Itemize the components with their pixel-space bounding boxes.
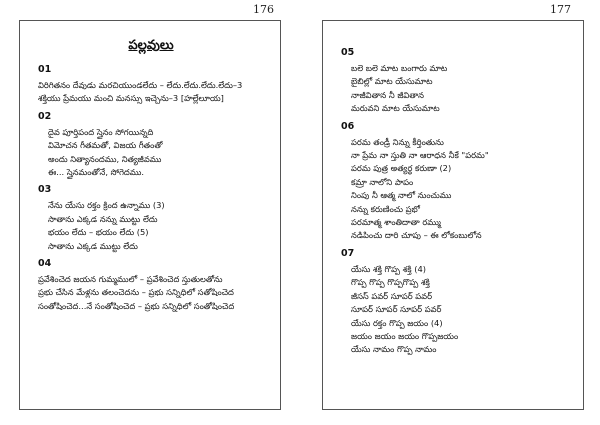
- lyric-line: పరమాత్మ శాంతిదాతా రమ్ము: [351, 217, 441, 228]
- section-number: 03: [38, 184, 52, 196]
- lyric-line: బైబిల్లో మాట యేసుమాట: [351, 76, 433, 87]
- lyric-line: సూపర్ సూపర్ సూపర్ పవర్: [351, 304, 442, 315]
- lyric-line: బలె బలె మాట బంగారు మాట: [351, 63, 448, 73]
- lyric-line: సంతోషించెద...నే సంతోషించెద – ప్రభు సన్నిధిలో సంతోషించెద: [38, 300, 235, 311]
- song-section: [341, 247, 583, 357]
- section-number: 04: [38, 258, 52, 270]
- lyric-line: విరిగితనం దేవుడు మరచియుండలేదు – లేదు.లేదు.లేదు.లేదు–3: [38, 80, 243, 90]
- lyric-line: ఈ... స్తైనమంతోనే, సోగెదము.: [48, 167, 145, 178]
- section-number: 01: [38, 64, 52, 75]
- lyric-line: నింపు నీ ఆత్మ నాలో నుంచుము: [351, 190, 452, 201]
- lyric-line: విమోచన గీతమతో, విజయ గీతంతో: [48, 140, 163, 151]
- section-number: 06: [341, 120, 355, 132]
- page-title: పల్లవులు: [128, 38, 174, 53]
- left-page: [19, 20, 281, 410]
- song-section: [341, 120, 583, 243]
- lyric-line: అందు నిత్యానందము, నిత్యజీవము: [48, 153, 162, 164]
- lyric-line: పరమ పుత్ర అత్యర్థ కరుణా (2): [351, 163, 452, 174]
- lyric-line: జయం జయం జయం గొప్పజయం: [351, 330, 459, 341]
- right-page: [322, 20, 584, 410]
- song-section: [38, 110, 280, 180]
- lyric-line: శక్తియు ప్రేమయు మంచి మనస్సు ఇచ్చెను–3 [హల్లేలూయ]: [38, 93, 224, 104]
- lyric-line: మరువని మాట యేసుమాట: [351, 103, 440, 114]
- lyric-line: నన్ను కరుణించు ప్రభో: [351, 203, 420, 214]
- left-page-number: 176: [253, 3, 274, 16]
- song-section: [38, 63, 280, 106]
- lyric-line: ప్రవేశించెద జయన గుమ్మములో – ప్రవేశించెద స్తుతులతోను: [38, 274, 223, 285]
- lyric-line: యేసు నామం గొప్ప నామం: [351, 344, 437, 355]
- song-section: [38, 183, 280, 253]
- section-number: 07: [341, 247, 355, 259]
- lyric-line: నాజీవితాన నీ జీవితాన: [351, 89, 424, 100]
- lyric-line: నేను యేసు రక్తం క్రింద ఉన్నాము (3): [48, 200, 165, 211]
- lyric-line: యేసు శక్తి గొప్ప శక్తి (4): [351, 263, 426, 274]
- lyric-line: జీసస్ పవర్ సూపర్ పవర్: [351, 290, 432, 301]
- right-page-number: 177: [550, 3, 571, 16]
- lyric-line: కమ్రా నాలోని పాపం: [351, 176, 414, 187]
- lyric-line: దైవ పూర్తిపంద స్తైనం సోగయిన్నది: [48, 126, 154, 137]
- lyric-line: నా ప్రేమ నా స్తుతి నా ఆరాధన నీకే "పరమ": [351, 150, 489, 161]
- lyric-line: భయం లేదు – భయం లేదు (5): [48, 227, 149, 238]
- lyric-line: యేసు రక్తం గొప్ప జయం (4): [351, 317, 443, 328]
- song-section: [341, 46, 583, 116]
- lyric-line: ప్రభు చేసిన మేళ్లను తలంచెదను – ప్రభు సన్నిధిలో సతోషించెద: [38, 287, 234, 298]
- lyric-line: నడిపించు దారి చూపు – ఈ లోకంబులోన: [351, 230, 482, 241]
- lyric-line: గొప్ప గొప్ప గొప్పగొప్ప శక్తి: [351, 277, 430, 288]
- right-sections: [341, 46, 583, 357]
- section-number: 02: [38, 110, 52, 122]
- lyric-line: సాతాను ఎక్కడ నన్ను ముట్టు లేదు: [48, 213, 158, 224]
- left-sections: [38, 63, 280, 313]
- lyric-line: పరమ తండ్రీ నిన్ను కీర్తింతును: [351, 136, 444, 147]
- lyric-line: సాతాను ఎక్కడ ముట్టు లేదు: [48, 240, 138, 251]
- song-section: [38, 257, 280, 313]
- section-number: 05: [341, 47, 355, 58]
